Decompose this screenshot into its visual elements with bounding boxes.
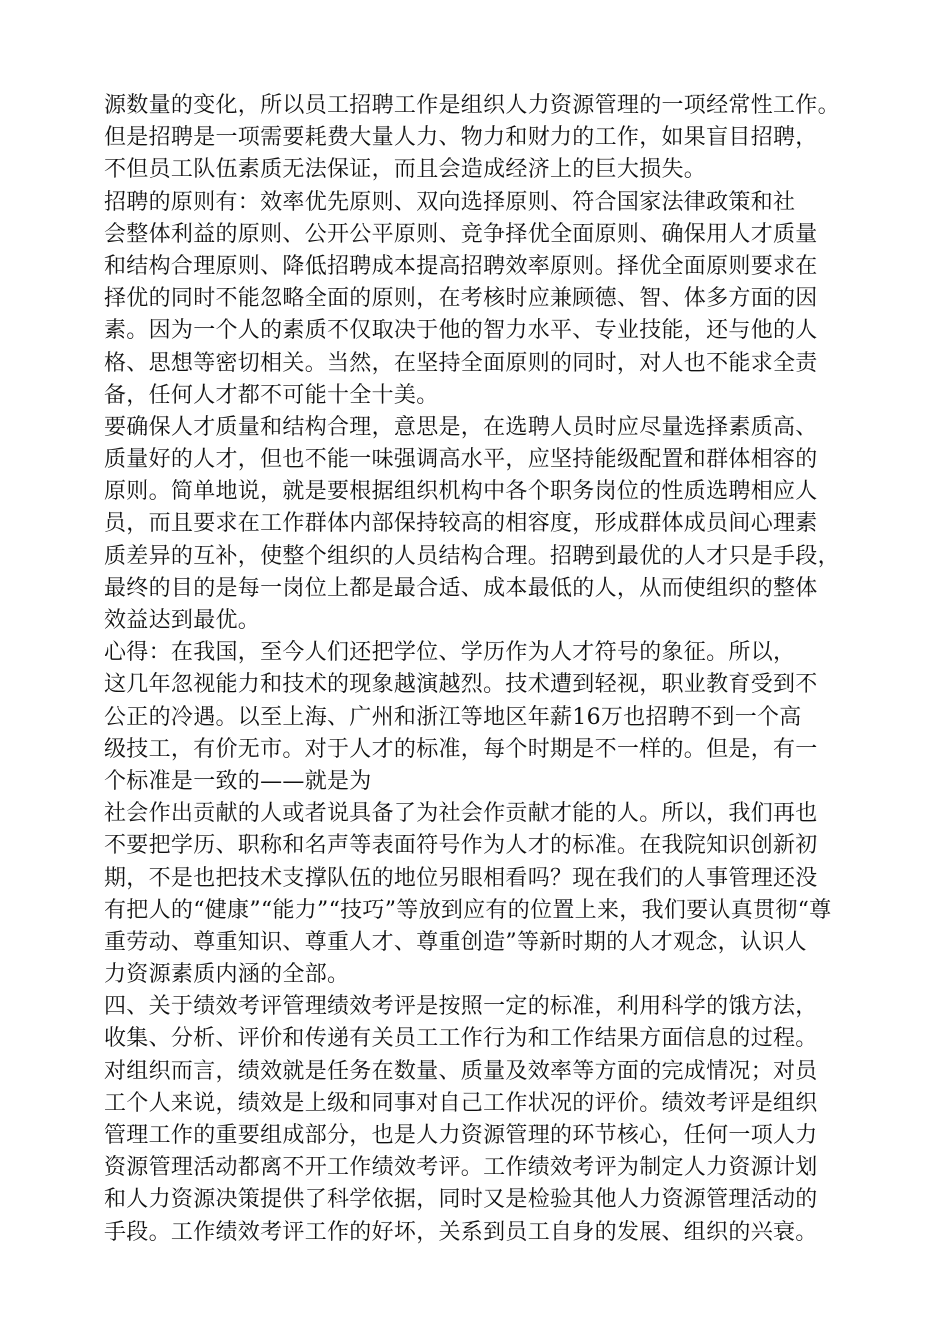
text-line: 效益达到最优。 [104,608,261,633]
body-text [104,90,864,1249]
text-line: 原则。简单地说，就是要根据组织机构中各个职务岗位的性质选聘相应人 [104,479,818,505]
text-line: 会整体利益的原则、公开公平原则、竞争择优全面原则、确保用人才质量 [104,221,818,247]
text-line: 要确保人才质量和结构合理，意思是，在选聘人员时应尽量选择素质高、 [104,414,818,440]
text-line: 级技工，有价无市。对于人才的标准，每个时期是不一样的。但是，有一 [104,736,818,762]
text-line: 源数量的变化，所以员工招聘工作是组织人力资源管理的一项经常性工作。 [104,93,840,118]
text-line: 心得：在我国，至今人们还把学位、学历作为人才符号的象征。所以， [104,640,796,666]
text-line: 员，而且要求在工作群体内部保持较高的相容度，形成群体成员间心理素 [104,511,818,537]
text-line: 资源管理活动都离不开工作绩效考评。工作绩效考评为制定人力资源计划 [104,1155,818,1181]
text-line: 对组织而言，绩效就是任务在数量、质量及效率等方面的完成情况；对员 [104,1058,818,1084]
text-line: 不但员工队伍素质无法保证，而且会造成经济上的巨大损失。 [104,157,707,183]
text-line: 收集、分析、评价和传递有关员工工作行为和工作结果方面信息的过程。 [104,1026,818,1052]
text-line: 和结构合理原则、降低招聘成本提高招聘效率原则。择优全面原则要求在 [104,253,818,279]
text-line: 这几年忽视能力和技术的现象越演越烈。技术遭到轻视，职业教育受到不 [104,672,818,698]
text-line: 和人力资源决策提供了科学依据，同时又是检验其他人力资源管理活动的 [104,1187,818,1213]
text-line: 工个人来说，绩效是上级和同事对自己工作状况的评价。绩效考评是组织 [104,1090,818,1116]
text-line: 备，任何人才都不可能十全十美。 [104,382,439,408]
text-line: 素。因为一个人的素质不仅取决于他的智力水平、专业技能，还与他的人 [104,318,818,344]
text-line: 最终的目的是每一岗位上都是最合适、成本最低的人，从而使组织的整体 [104,575,818,601]
text-line: 公正的冷遇。以至上海、广州和浙江等地区年薪16万也招聘不到一个高 [104,704,802,730]
text-line: 质量好的人才，但也不能一味强调高水平，应坚持能级配置和群体相容的 [104,447,818,473]
text-line: 个标准是一致的——就是为 [104,768,372,794]
text-line: 质差异的互补，使整个组织的人员结构合理。招聘到最优的人才只是手段， [104,543,840,569]
text-line: 手段。工作绩效考评工作的好坏，关系到员工自身的发展、组织的兴衰。 [104,1219,818,1245]
text-line: 格、思想等密切相关。当然，在坚持全面原则的同时，对人也不能求全责 [104,350,818,376]
text-line: 力资源素质内涵的全部。 [104,962,350,988]
text-line: 不要把学历、职称和名声等表面符号作为人才的标准。在我院知识创新初 [104,833,818,859]
text-line: 期，不是也把技术支撑队伍的地位另眼相看吗？现在我们的人事管理还没 [104,865,818,891]
text-line: 管理工作的重要组成部分，也是人力资源管理的环节核心，任何一项人力 [104,1123,818,1148]
text-line: 有把人的“健康”“能力”“技巧”等放到应有的位置上来，我们要认真贯彻“尊 [104,897,832,923]
text-line: 择优的同时不能忽略全面的原则，在考核时应兼顾德、智、体多方面的因 [104,286,818,312]
text-line: 四、关于绩效考评管理绩效考评是按照一定的标准，利用科学的饿方法， [104,994,818,1020]
text-line: 社会作出贡献的人或者说具备了为社会作贡献才能的人。所以，我们再也 [104,801,818,827]
text-line: 重劳动、尊重知识、尊重人才、尊重创造”等新时期的人才观念，认识人 [104,929,807,955]
text-line: 招聘的原则有：效率优先原则、双向选择原则、符合国家法律政策和社 [104,189,796,215]
text-line: 但是招聘是一项需要耗费大量人力、物力和财力的工作，如果盲目招聘， [104,125,818,151]
